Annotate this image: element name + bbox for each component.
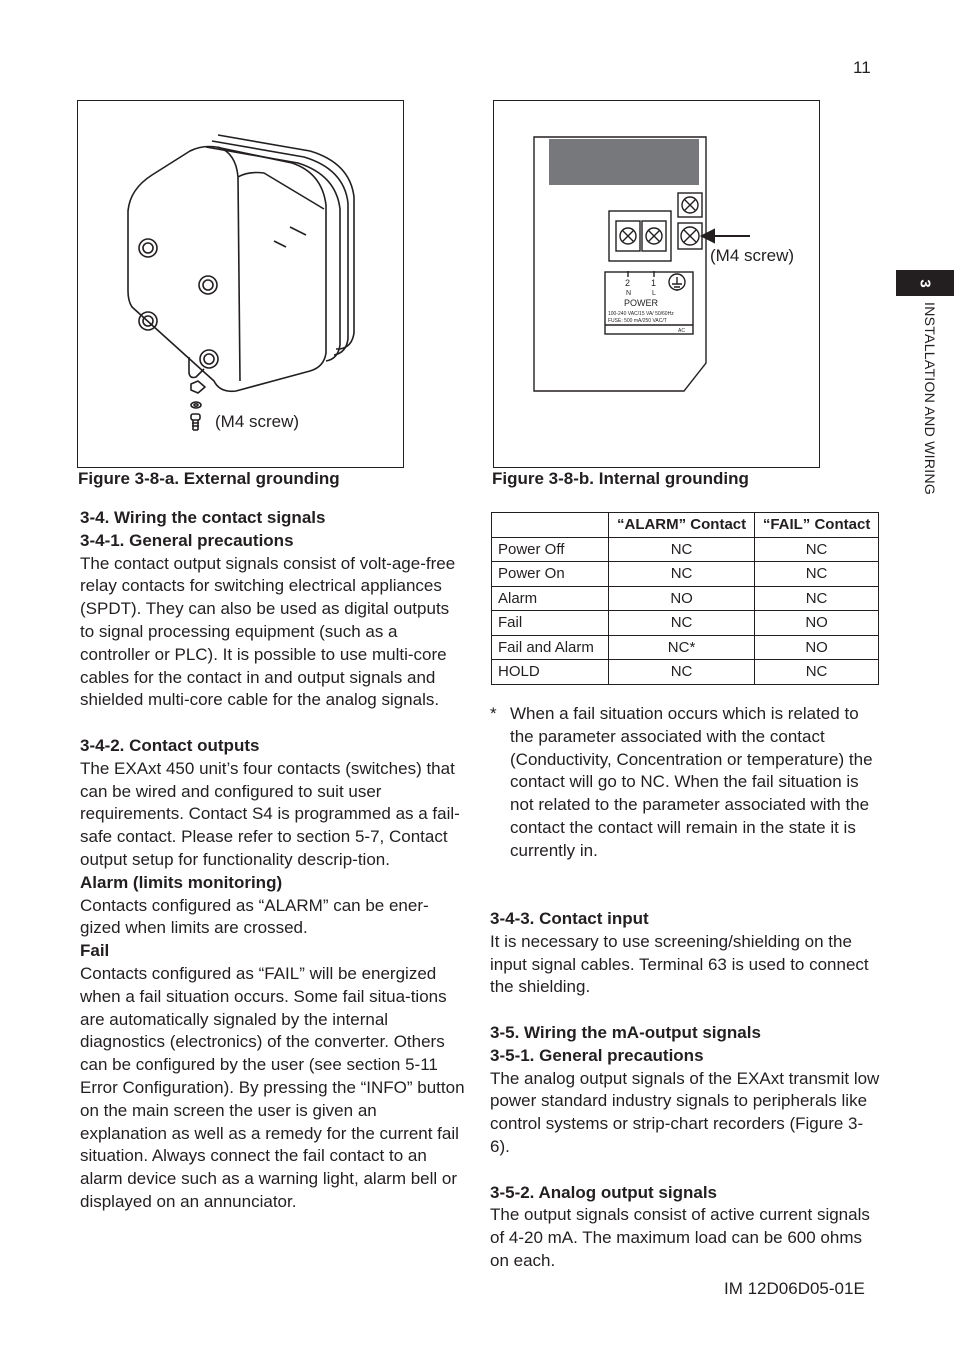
table-row [492,660,879,685]
table-row [492,611,879,636]
power-rating-line2: FUSE: 500 mA/250 VAC/T [608,318,667,324]
subheading-alarm: Alarm (limits monitoring) [80,872,283,892]
left-column [80,507,465,1214]
table-cell: Fail [492,611,609,636]
figure-b-caption: Figure 3-8-b. Internal grounding [492,469,749,488]
figure-external-grounding [77,100,404,468]
table-cell: NO [609,586,755,611]
chapter-number: 3 [916,278,934,288]
table-cell: NO [755,635,879,660]
paragraph-contact-outputs: The EXAxt 450 unit’s four contacts (switches) that can be wired and configured to suit user requirements. Contact S4 is programmed as a fail-safe contact. Please refer to section 5-7, Contact output setup for functionality descrip-tion. [80,758,460,869]
table-cell: Fail and Alarm [492,635,609,660]
section-heading-3-4: 3-4. Wiring the contact signals [80,508,326,527]
chapter-label: INSTALLATION AND WIRING [922,302,938,496]
contact-state-table [491,512,879,685]
section-heading-3-4-2: 3-4-2. Contact outputs [80,735,260,755]
footnote-mark: * [490,704,497,723]
ac-label: AC [678,328,685,334]
terminal-n-label: N [626,290,632,297]
power-rating-line1: 100-240 VAC/15 VA/ 50/60Hz [608,311,674,317]
right-column [490,908,880,1273]
paragraph-alarm: Contacts configured as “ALARM” can be ener-gized when limits are crossed. [80,895,429,938]
table-cell: HOLD [492,660,609,685]
section-heading-3-4-1: 3-4-1. General precautions [80,530,294,550]
figure-internal-grounding [493,100,820,468]
table-footnote [490,703,880,863]
section-heading-3-5-1: 3-5-1. General precautions [490,1045,704,1065]
paragraph-contact-input: It is necessary to use screening/shielding on the input signal cables. Terminal 63 is used to connect the shielding. [490,931,869,997]
section-heading-3-5: 3-5. Wiring the mA-output signals [490,1022,761,1042]
terminal-l-label: L [652,290,656,297]
table-cell: NC [755,562,879,587]
paragraph-ma-general-precautions: The analog output signals of the EXAxt transmit low power standard industry signals to peripherals like control systems or strip-chart recorders (Figure 3-6). [490,1068,880,1156]
table-cell: NC [755,660,879,685]
table-cell: NC* [609,635,755,660]
table-cell: NC [609,562,755,587]
footnote-text: When a fail situation occurs which is related to the parameter associated with the contact (Conductivity, Concentration or temperature) the contact will go to NC. When the fail situation is not related to the parameter associated with the contact the contact will remain in the state it is currently in. [510,704,873,860]
chapter-tab [896,270,954,296]
section-heading-3-5-2: 3-5-2. Analog output signals [490,1182,717,1202]
table-cell: Alarm [492,586,609,611]
table-cell: NC [609,660,755,685]
table-cell: NC [609,537,755,562]
figure-b-callout: (M4 screw) [710,246,795,265]
table-row [492,537,879,562]
page-number: 11 [853,58,871,77]
table-cell: Power Off [492,537,609,562]
table-header-row [492,513,879,538]
table-header-cell [492,513,609,538]
table-cell: NO [755,611,879,636]
external-grounding-illustration [78,101,403,467]
paragraph-fail: Contacts configured as “FAIL” will be energized when a fail situation occurs. Some fail situa-tions are automatically signaled by the internal diagnostics (electronics) of the converter. Others can be configured by the user (see section 5-11 Error Configuration). By pressing the “INFO” button on the main screen the user is given an explanation as well as a remedy for the current fail situation. Always connect the fail contact to an alarm device such as a warning light, alarm bell or displayed on an annunciator. [80,963,465,1211]
figure-a-caption: Figure 3-8-a. External grounding [78,469,340,488]
paragraph-analog-output-signals: The output signals consist of active current signals of 4-20 mA. The maximum load can be 600 ohms on each. [490,1205,870,1270]
terminal-2-label: 2 [625,278,631,288]
paragraph-general-precautions: The contact output signals consist of volt-age-free relay contacts for switching electrical appliances (SPDT). They can also be used as digital outputs to signal processing equipment (such as a controller or PLC). It is possible to use multi-core cables for the contact in and output signals and shielded multi-core cable for the analog signals. [80,553,456,710]
table-header-cell: “ALARM” Contact [609,513,755,538]
subheading-fail: Fail [80,941,110,961]
figure-a-callout: (M4 screw) [215,412,300,431]
table-header-cell: “FAIL” Contact [755,513,879,538]
terminal-1-label: 1 [651,278,657,288]
table-cell: NC [755,537,879,562]
power-label: POWER [624,298,659,308]
internal-grounding-illustration [494,101,819,467]
table-row [492,635,879,660]
table-cell: NC [755,586,879,611]
table-row [492,562,879,587]
table-cell: NC [609,611,755,636]
table-cell: Power On [492,562,609,587]
table-row [492,586,879,611]
document-code: IM 12D06D05-01E [724,1279,865,1298]
section-heading-3-4-3: 3-4-3. Contact input [490,909,649,928]
